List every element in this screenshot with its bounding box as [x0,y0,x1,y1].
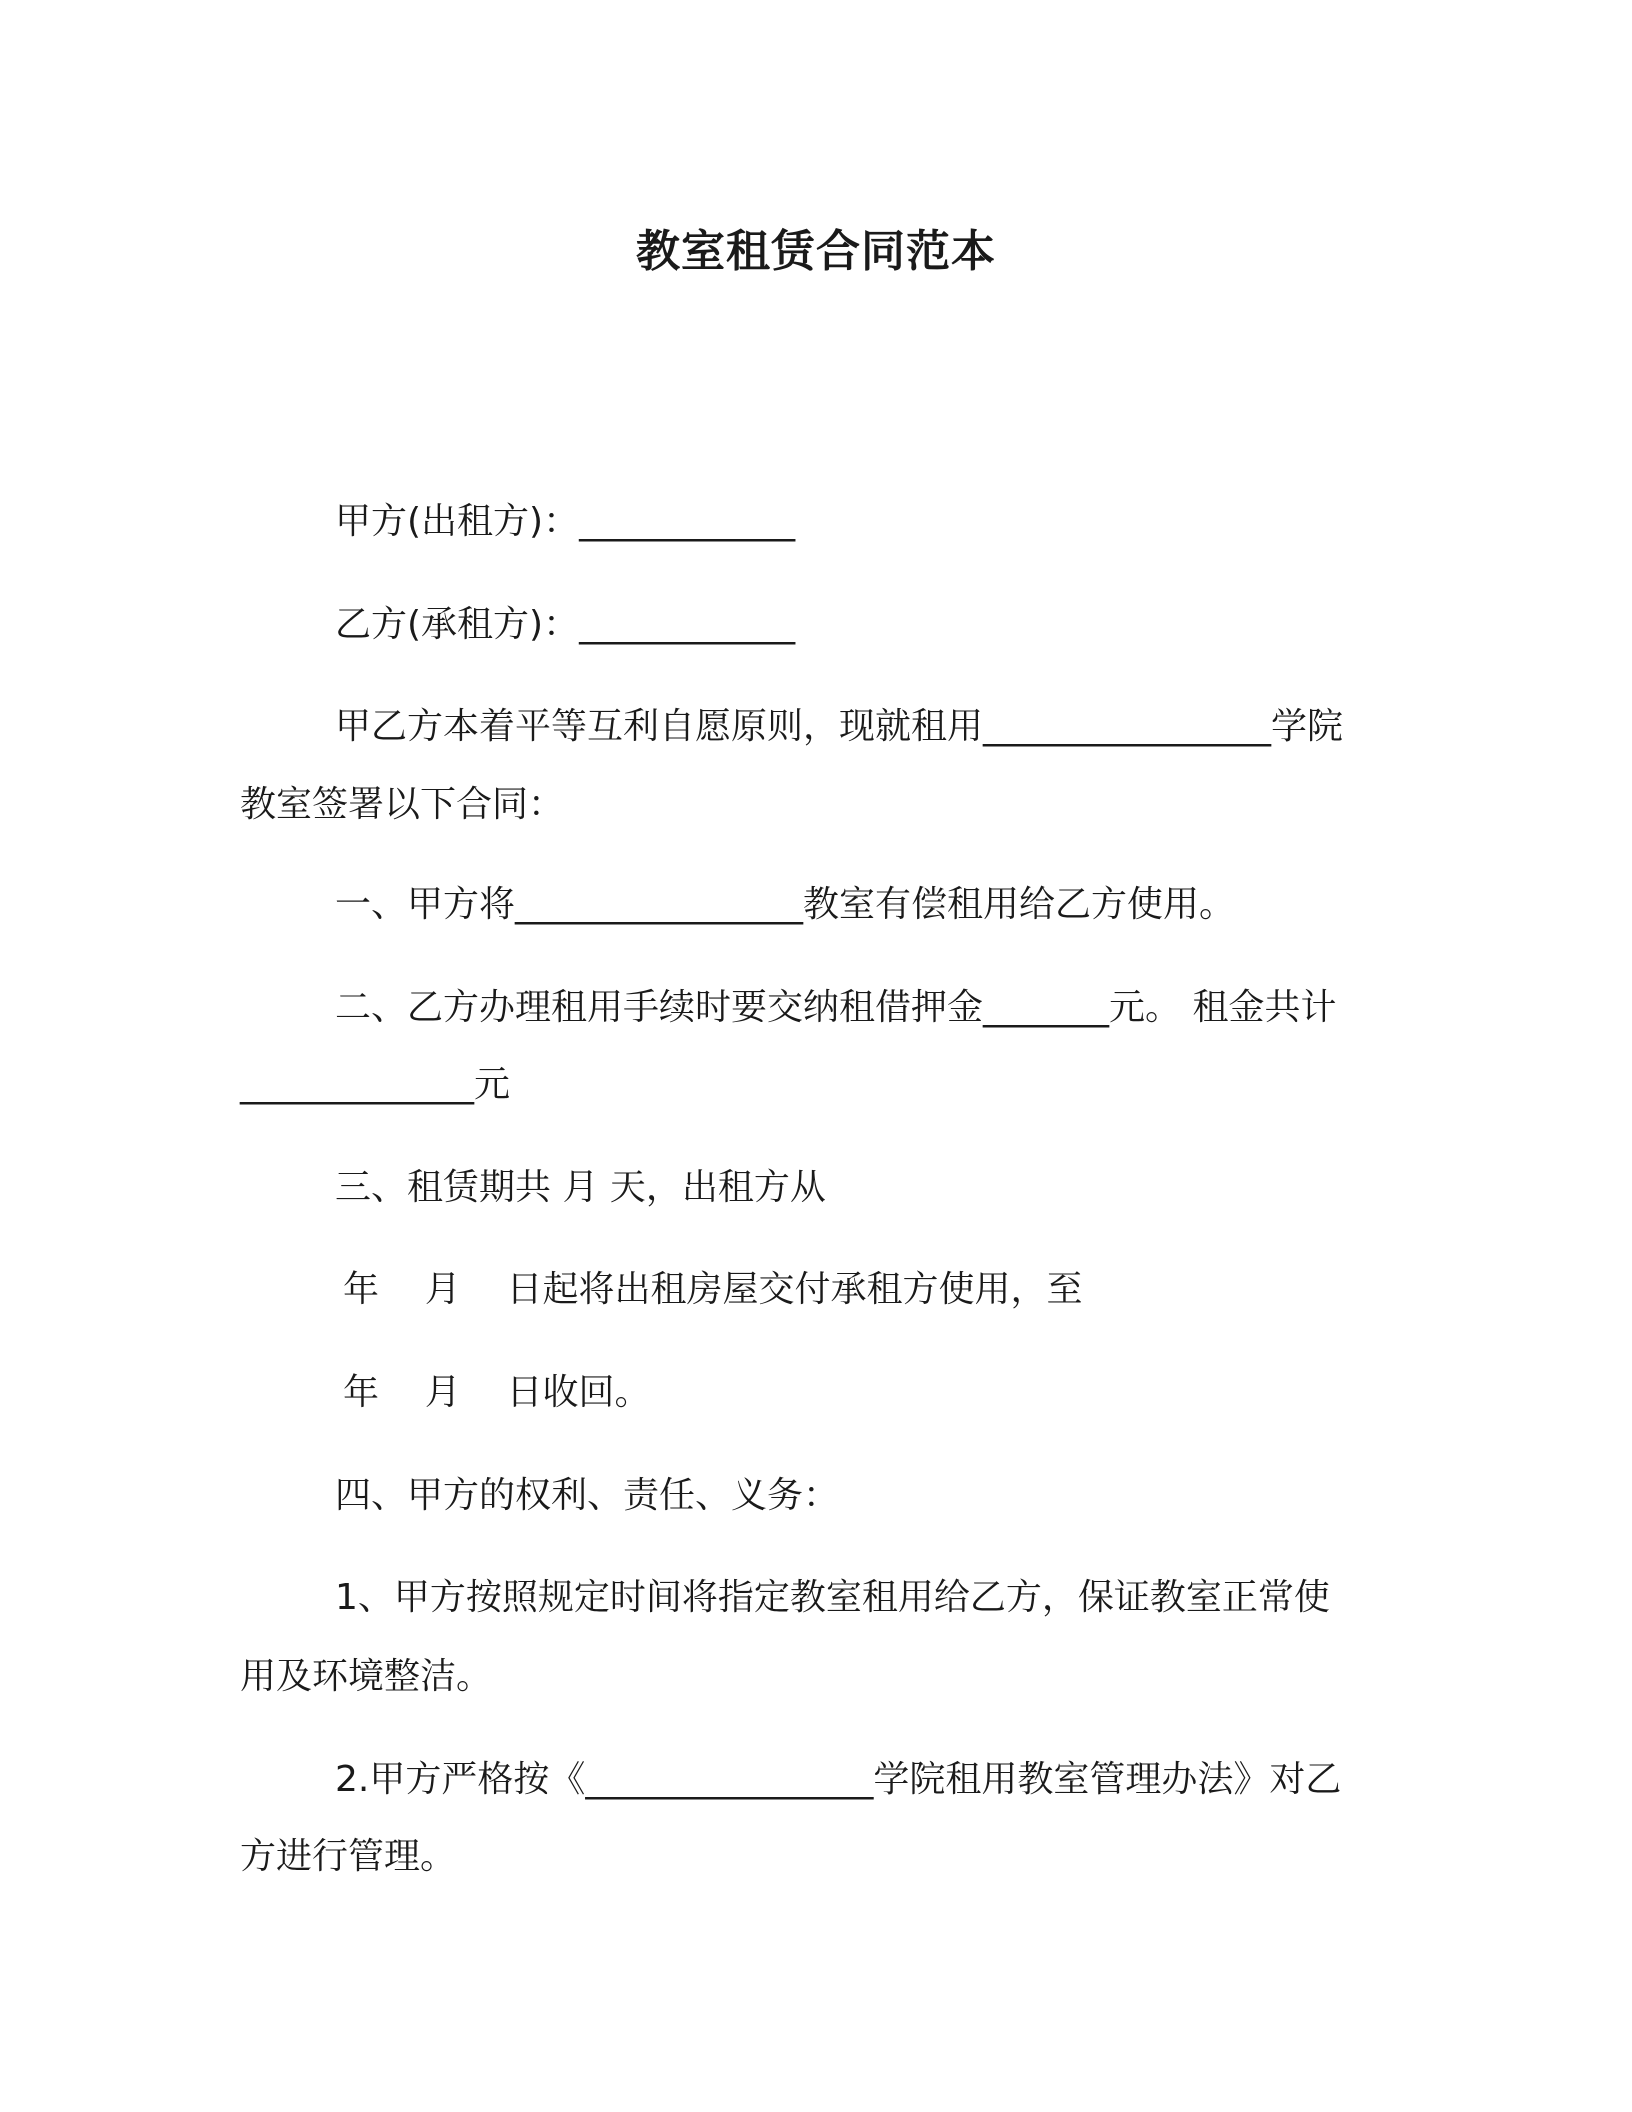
document-title: 教室租赁合同范本 [636,226,996,277]
clause-2-line-1: 二、乙方办理租用手续时要交纳租借押金_______元。 租金共计 [335,987,1337,1028]
clause-3-line-2: 年 月 日起将出租房屋交付承租方使用，至 [343,1269,1083,1310]
clause-3-line-3: 年 月 日收回。 [343,1372,651,1413]
clause-1: 一、甲方将________________教室有偿租用给乙方使用。 [335,884,1236,925]
clause-4-item-1-line-1: 1、甲方按照规定时间将指定教室租用给乙方，保证教室正常使 [335,1577,1330,1618]
clause-4-item-2-line-2: 方进行管理。 [240,1836,457,1877]
preamble-line-1: 甲乙方本着平等互利自愿原则，现就租用________________学院 [335,706,1344,747]
party-a-line: 甲方(出租方)：____________ [335,501,796,542]
clause-3-line-1: 三、租赁期共 月 天，出租方从 [335,1167,826,1208]
clause-2-line-2: _____________元 [240,1064,510,1105]
preamble-line-2: 教室签署以下合同： [240,784,565,825]
party-b-line: 乙方(承租方)：____________ [335,604,796,645]
clause-4-heading: 四、甲方的权利、责任、义务： [335,1475,840,1516]
clause-4-item-2-line-1: 2.甲方严格按《________________学院租用教室管理办法》对乙 [335,1759,1342,1800]
clause-4-item-1-line-2: 用及环境整洁。 [240,1656,493,1697]
